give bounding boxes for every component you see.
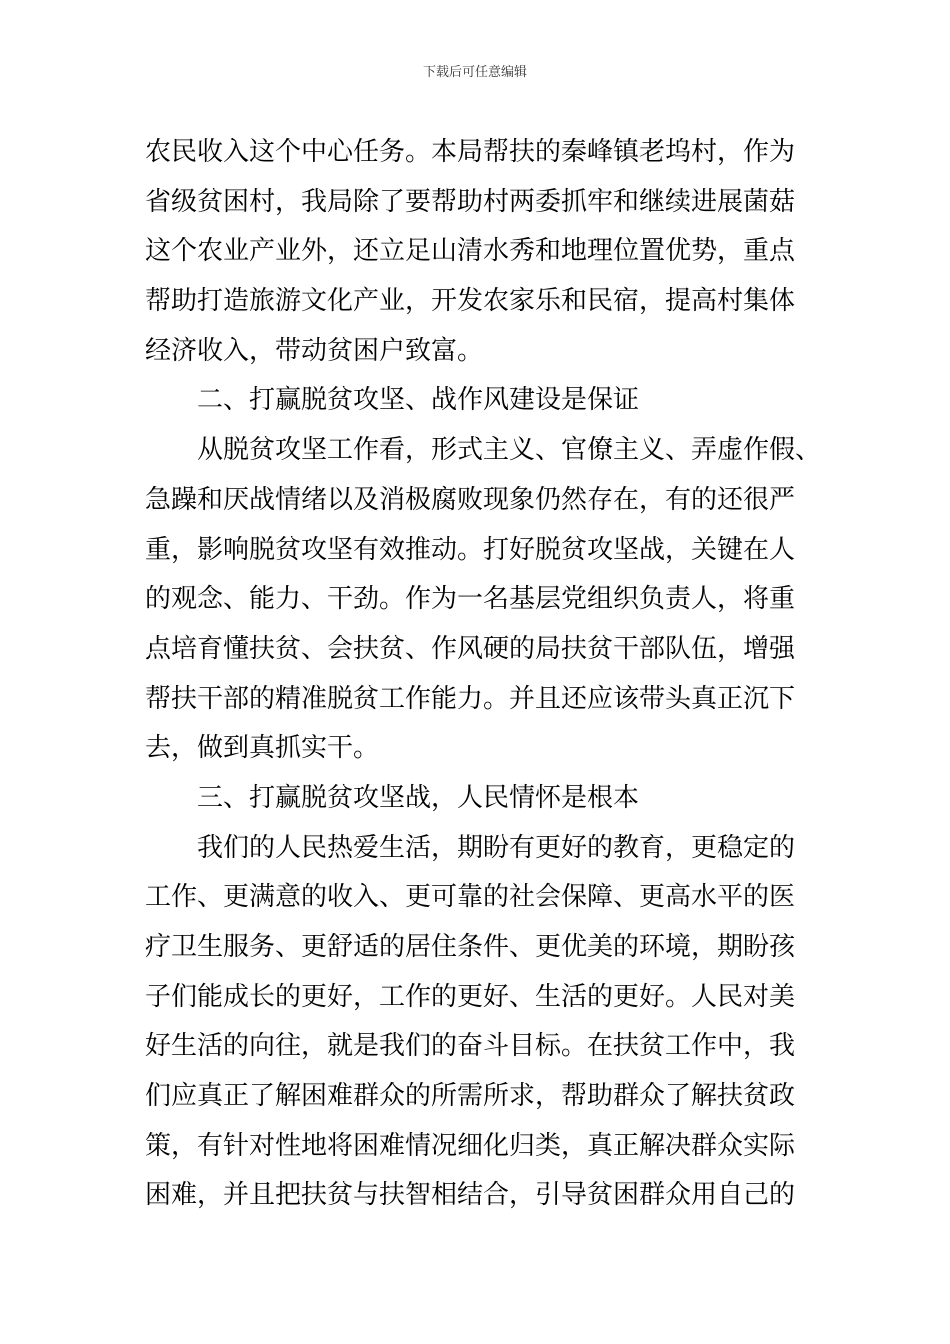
text-line: 帮助打造旅游文化产业，开发农家乐和民宿，提高村集体 [145, 286, 796, 317]
text-line: 子们能成长的更好，工作的更好、生活的更好。人民对美 [145, 981, 796, 1012]
text-line: 三、打赢脱贫攻坚战，人民情怀是根本 [197, 782, 640, 813]
text-line: 这个农业产业外，还立足山清水秀和地理位置优势，重点 [145, 236, 796, 267]
text-line: 策，有针对性地将困难情况细化归类，真正解决群众实际 [145, 1130, 796, 1161]
text-line: 的观念、能力、干劲。作为一名基层党组织负责人，将重 [145, 584, 796, 615]
text-line: 困难，并且把扶贫与扶智相结合，引导贫困群众用自己的 [145, 1180, 796, 1211]
document-body [145, 128, 822, 1221]
page-header: 下载后可任意编辑 [422, 65, 527, 80]
text-line: 农民收入这个中心任务。本局帮扶的秦峰镇老坞村，作为 [145, 137, 796, 167]
text-line: 疗卫生服务、更舒适的居住条件、更优美的环境，期盼孩 [145, 932, 796, 962]
text-line: 经济收入，带动贫困户致富。 [145, 335, 484, 366]
text-line: 帮扶干部的精准脱贫工作能力。并且还应该带头真正沉下 [145, 683, 796, 714]
text-line: 工作、更满意的收入、更可靠的社会保障、更高水平的医 [145, 882, 796, 913]
text-line: 点培育懂扶贫、会扶贫、作风硬的局扶贫干部队伍，增强 [145, 633, 796, 664]
text-line: 们应真正了解困难群众的所需所求，帮助群众了解扶贫政 [145, 1081, 796, 1112]
text-line: 我们的人民热爱生活，期盼有更好的教育，更稳定的 [197, 832, 796, 863]
text-line: 重，影响脱贫攻坚有效推动。打好脱贫攻坚战，关键在人 [145, 534, 796, 565]
text-line: 好生活的向往，就是我们的奋斗目标。在扶贫工作中，我 [145, 1031, 796, 1062]
text-line: 二、打赢脱贫攻坚、战作风建设是保证 [197, 385, 640, 416]
text-line: 急躁和厌战情绪以及消极腐败现象仍然存在，有的还很严 [145, 484, 796, 515]
text-line: 省级贫困村，我局除了要帮助村两委抓牢和继续进展菌菇 [145, 186, 796, 217]
text-line: 从脱贫攻坚工作看，形式主义、官僚主义、弄虚作假、 [197, 435, 822, 466]
text-line: 去，做到真抓实干。 [145, 733, 380, 764]
